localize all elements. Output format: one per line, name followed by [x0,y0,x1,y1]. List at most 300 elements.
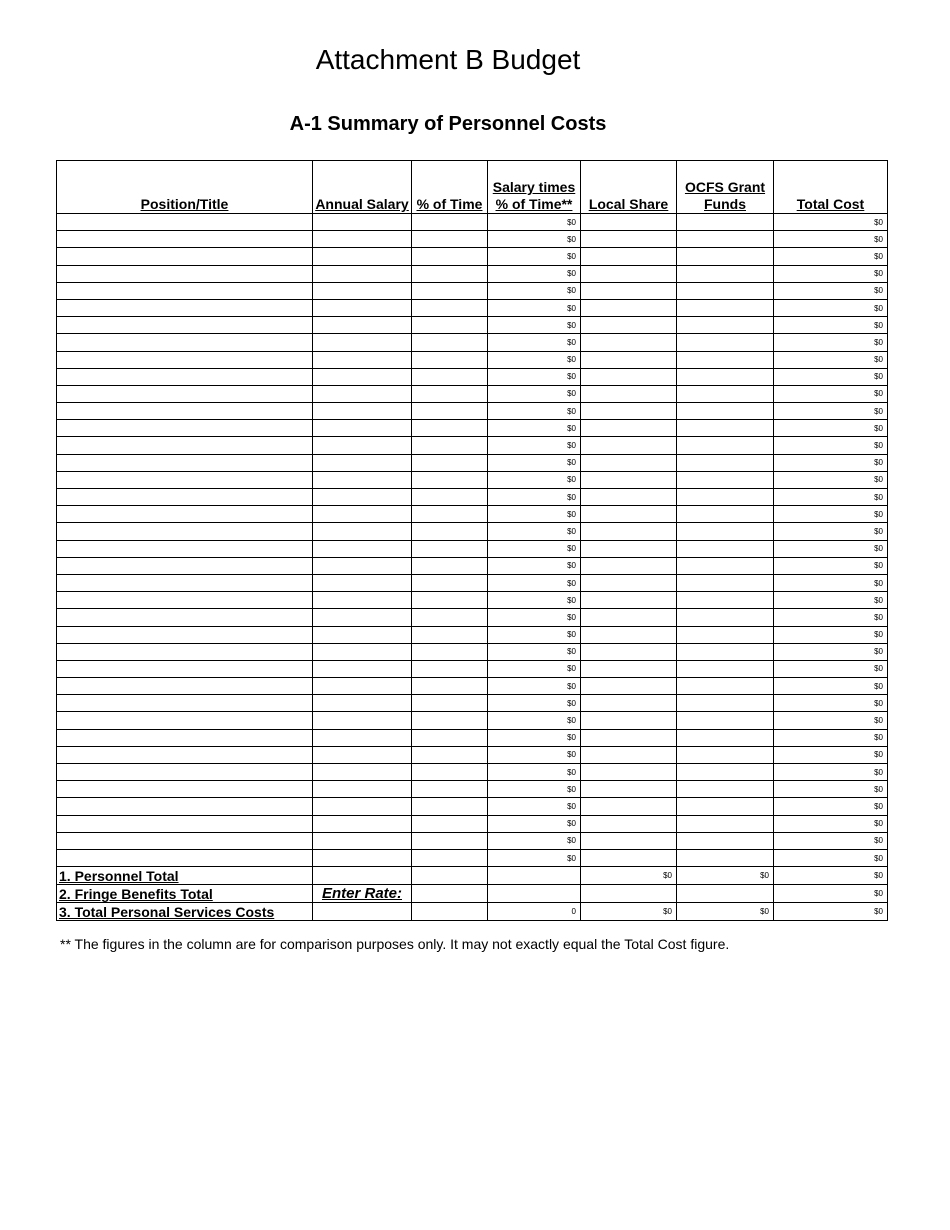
annual-salary-cell[interactable] [313,764,412,781]
annual-salary-cell[interactable] [313,695,412,712]
position-cell[interactable] [57,403,313,420]
local-share-cell[interactable] [581,781,677,798]
pct-time-cell[interactable] [412,746,488,763]
fringe-total-cost: $0 [774,885,888,903]
total-cost-cell: $0 [774,489,888,506]
pct-time-cell[interactable] [412,368,488,385]
ocfs-grant-cell[interactable] [677,282,774,299]
ocfs-grant-cell[interactable] [677,506,774,523]
ocfs-grant-cell[interactable] [677,540,774,557]
position-cell[interactable] [57,781,313,798]
fringe-ocfs-cell[interactable] [677,885,774,903]
ocfs-grant-cell[interactable] [677,574,774,591]
local-share-cell[interactable] [581,746,677,763]
salary-times-cell: $0 [488,403,581,420]
ocfs-grant-cell[interactable] [677,729,774,746]
annual-salary-cell[interactable] [313,523,412,540]
salary-times-cell: $0 [488,214,581,231]
annual-salary-cell[interactable] [313,746,412,763]
table-row [57,626,888,643]
table-row [57,574,888,591]
total-cost-cell: $0 [774,643,888,660]
position-cell[interactable] [57,798,313,815]
total-cost-cell: $0 [774,798,888,815]
annual-salary-cell[interactable] [313,454,412,471]
table-row [57,746,888,763]
annual-salary-cell[interactable] [313,351,412,368]
total-cost-cell: $0 [774,299,888,316]
position-cell[interactable] [57,695,313,712]
pct-time-cell[interactable] [412,557,488,574]
annual-salary-cell[interactable] [313,437,412,454]
ocfs-grant-cell[interactable] [677,454,774,471]
table-row [57,678,888,695]
ocfs-grant-cell[interactable] [677,299,774,316]
ocfs-grant-cell[interactable] [677,660,774,677]
local-share-cell[interactable] [581,678,677,695]
position-cell[interactable] [57,678,313,695]
pct-time-cell[interactable] [412,626,488,643]
table-row [57,351,888,368]
position-cell[interactable] [57,317,313,334]
table-row [57,781,888,798]
ocfs-grant-cell[interactable] [677,592,774,609]
position-cell[interactable] [57,729,313,746]
salary-times-cell: $0 [488,299,581,316]
table-row [57,437,888,454]
local-share-cell[interactable] [581,317,677,334]
table-row [57,712,888,729]
ocfs-grant-cell[interactable] [677,557,774,574]
position-cell[interactable] [57,523,313,540]
ocfs-grant-cell[interactable] [677,248,774,265]
local-share-cell[interactable] [581,832,677,849]
position-cell[interactable] [57,265,313,282]
personnel-costs-table [56,160,888,921]
pct-time-cell[interactable] [412,660,488,677]
pct-time-cell[interactable] [412,489,488,506]
salary-times-cell: $0 [488,506,581,523]
annual-salary-cell[interactable] [313,368,412,385]
table-row [57,764,888,781]
col-header-salary-times: Salary times % of Time** [488,161,581,214]
ocfs-grant-cell[interactable] [677,437,774,454]
ocfs-grant-cell[interactable] [677,798,774,815]
position-cell[interactable] [57,746,313,763]
local-share-cell[interactable] [581,523,677,540]
total-cost-cell: $0 [774,282,888,299]
table-row [57,265,888,282]
salary-times-cell: $0 [488,764,581,781]
total-cost-cell: $0 [774,609,888,626]
local-share-cell[interactable] [581,471,677,488]
personnel-total-pct-cell[interactable] [412,867,488,885]
ocfs-grant-cell[interactable] [677,317,774,334]
total-cost-cell: $0 [774,214,888,231]
pct-time-cell[interactable] [412,282,488,299]
local-share-cell[interactable] [581,798,677,815]
personnel-total-salary-times-cell[interactable] [488,867,581,885]
annual-salary-cell[interactable] [313,729,412,746]
annual-salary-cell[interactable] [313,849,412,866]
total-cost-cell: $0 [774,746,888,763]
local-share-cell[interactable] [581,695,677,712]
total-cost-cell: $0 [774,729,888,746]
ocfs-grant-cell[interactable] [677,231,774,248]
position-cell[interactable] [57,471,313,488]
annual-salary-cell[interactable] [313,643,412,660]
position-cell[interactable] [57,214,313,231]
total-cost-cell: $0 [774,540,888,557]
personnel-total-cost: $0 [774,867,888,885]
salary-times-cell: $0 [488,798,581,815]
table-row [57,368,888,385]
position-cell[interactable] [57,282,313,299]
table-row [57,317,888,334]
salary-times-cell: $0 [488,678,581,695]
pct-time-cell[interactable] [412,317,488,334]
annual-salary-cell[interactable] [313,540,412,557]
table-row [57,403,888,420]
position-cell[interactable] [57,420,313,437]
salary-times-cell: $0 [488,420,581,437]
local-share-cell[interactable] [581,764,677,781]
total-cost-cell: $0 [774,557,888,574]
ocfs-grant-cell[interactable] [677,351,774,368]
table-row [57,832,888,849]
salary-times-cell: $0 [488,729,581,746]
total-cost-cell: $0 [774,248,888,265]
salary-times-cell: $0 [488,454,581,471]
pct-time-cell[interactable] [412,798,488,815]
local-share-cell[interactable] [581,265,677,282]
col-header-ocfs-grant: OCFS Grant Funds [677,161,774,214]
personnel-total-salary-cell[interactable] [313,867,412,885]
personal-services-local-share: $0 [581,903,677,921]
pct-time-cell[interactable] [412,678,488,695]
total-cost-cell: $0 [774,265,888,282]
table-row [57,334,888,351]
local-share-cell[interactable] [581,574,677,591]
position-cell[interactable] [57,299,313,316]
personnel-total-row [57,867,888,885]
salary-times-cell: $0 [488,660,581,677]
annual-salary-cell[interactable] [313,557,412,574]
ocfs-grant-cell[interactable] [677,712,774,729]
position-cell[interactable] [57,574,313,591]
position-cell[interactable] [57,540,313,557]
table-row [57,592,888,609]
local-share-cell[interactable] [581,540,677,557]
local-share-cell[interactable] [581,849,677,866]
annual-salary-cell[interactable] [313,678,412,695]
table-row [57,248,888,265]
position-cell[interactable] [57,815,313,832]
pct-time-cell[interactable] [412,334,488,351]
pct-time-cell[interactable] [412,403,488,420]
total-cost-cell: $0 [774,832,888,849]
local-share-cell[interactable] [581,557,677,574]
annual-salary-cell[interactable] [313,317,412,334]
salary-times-cell: $0 [488,574,581,591]
table-row [57,695,888,712]
table-row [57,557,888,574]
annual-salary-cell[interactable] [313,231,412,248]
total-cost-cell: $0 [774,574,888,591]
position-cell[interactable] [57,764,313,781]
col-header-total-cost: Total Cost [774,161,888,214]
personal-services-salary-cell[interactable] [313,903,412,921]
annual-salary-cell[interactable] [313,265,412,282]
local-share-cell[interactable] [581,609,677,626]
personal-services-ocfs: $0 [677,903,774,921]
position-cell[interactable] [57,626,313,643]
salary-times-cell: $0 [488,849,581,866]
salary-times-cell: $0 [488,643,581,660]
pct-time-cell[interactable] [412,506,488,523]
local-share-cell[interactable] [581,506,677,523]
annual-salary-cell[interactable] [313,471,412,488]
annual-salary-cell[interactable] [313,609,412,626]
document-subtitle: A-1 Summary of Personnel Costs [289,113,607,135]
enter-rate-label: Enter Rate: [313,885,412,903]
document-title: Attachment B Budget [315,44,581,75]
pct-time-cell[interactable] [412,849,488,866]
position-cell[interactable] [57,231,313,248]
fringe-local-share-cell[interactable] [581,885,677,903]
position-cell[interactable] [57,609,313,626]
ocfs-grant-cell[interactable] [677,403,774,420]
annual-salary-cell[interactable] [313,299,412,316]
position-cell[interactable] [57,248,313,265]
position-cell[interactable] [57,368,313,385]
ocfs-grant-cell[interactable] [677,334,774,351]
position-cell[interactable] [57,506,313,523]
local-share-cell[interactable] [581,454,677,471]
annual-salary-cell[interactable] [313,334,412,351]
fringe-benefits-label: 2. Fringe Benefits Total [57,885,313,903]
position-cell[interactable] [57,351,313,368]
pct-time-cell[interactable] [412,265,488,282]
pct-time-cell[interactable] [412,592,488,609]
total-cost-cell: $0 [774,678,888,695]
local-share-cell[interactable] [581,815,677,832]
annual-salary-cell[interactable] [313,798,412,815]
local-share-cell[interactable] [581,489,677,506]
table-row [57,231,888,248]
salary-times-cell: $0 [488,815,581,832]
ocfs-grant-cell[interactable] [677,781,774,798]
ocfs-grant-cell[interactable] [677,420,774,437]
footnote: ** The figures in the column are for comparison purposes only. It may not exactly equal the Total Cost figure. [60,936,730,952]
annual-salary-cell[interactable] [313,712,412,729]
ocfs-grant-cell[interactable] [677,815,774,832]
total-cost-cell: $0 [774,351,888,368]
table-row [57,282,888,299]
total-cost-cell: $0 [774,420,888,437]
col-header-pct-time: % of Time [412,161,488,214]
table-row [57,299,888,316]
total-cost-cell: $0 [774,695,888,712]
ocfs-grant-cell[interactable] [677,368,774,385]
local-share-cell[interactable] [581,592,677,609]
annual-salary-cell[interactable] [313,626,412,643]
position-cell[interactable] [57,454,313,471]
annual-salary-cell[interactable] [313,660,412,677]
local-share-cell[interactable] [581,351,677,368]
personal-services-pct-cell[interactable] [412,903,488,921]
annual-salary-cell[interactable] [313,832,412,849]
table-row [57,660,888,677]
local-share-cell[interactable] [581,299,677,316]
pct-time-cell[interactable] [412,729,488,746]
annual-salary-cell[interactable] [313,403,412,420]
pct-time-cell[interactable] [412,454,488,471]
pct-time-cell[interactable] [412,214,488,231]
pct-time-cell[interactable] [412,299,488,316]
local-share-cell[interactable] [581,334,677,351]
table-row [57,849,888,866]
ocfs-grant-cell[interactable] [677,849,774,866]
annual-salary-cell[interactable] [313,781,412,798]
annual-salary-cell[interactable] [313,574,412,591]
local-share-cell[interactable] [581,282,677,299]
ocfs-grant-cell[interactable] [677,764,774,781]
pct-time-cell[interactable] [412,231,488,248]
table-row [57,729,888,746]
total-cost-cell: $0 [774,712,888,729]
pct-time-cell[interactable] [412,385,488,402]
pct-time-cell[interactable] [412,764,488,781]
local-share-cell[interactable] [581,368,677,385]
pct-time-cell[interactable] [412,437,488,454]
position-cell[interactable] [57,660,313,677]
fringe-salary-times-cell[interactable] [488,885,581,903]
local-share-cell[interactable] [581,437,677,454]
pct-time-cell[interactable] [412,832,488,849]
position-cell[interactable] [57,832,313,849]
ocfs-grant-cell[interactable] [677,695,774,712]
pct-time-cell[interactable] [412,471,488,488]
salary-times-cell: $0 [488,626,581,643]
ocfs-grant-cell[interactable] [677,609,774,626]
position-cell[interactable] [57,643,313,660]
annual-salary-cell[interactable] [313,506,412,523]
total-cost-cell: $0 [774,368,888,385]
pct-time-cell[interactable] [412,420,488,437]
total-cost-cell: $0 [774,471,888,488]
pct-time-cell[interactable] [412,712,488,729]
ocfs-grant-cell[interactable] [677,678,774,695]
annual-salary-cell[interactable] [313,592,412,609]
total-cost-cell: $0 [774,506,888,523]
ocfs-grant-cell[interactable] [677,214,774,231]
local-share-cell[interactable] [581,660,677,677]
personnel-total-local-share: $0 [581,867,677,885]
annual-salary-cell[interactable] [313,815,412,832]
pct-time-cell[interactable] [412,609,488,626]
annual-salary-cell[interactable] [313,420,412,437]
annual-salary-cell[interactable] [313,489,412,506]
personal-services-row [57,903,888,921]
pct-time-cell[interactable] [412,523,488,540]
total-cost-cell: $0 [774,317,888,334]
table-row [57,489,888,506]
pct-time-cell[interactable] [412,781,488,798]
col-header-position: Position/Title [57,161,313,214]
salary-times-cell: $0 [488,781,581,798]
personal-services-label: 3. Total Personal Services Costs [57,903,313,921]
total-cost-cell: $0 [774,437,888,454]
ocfs-grant-cell[interactable] [677,626,774,643]
annual-salary-cell[interactable] [313,282,412,299]
total-cost-cell: $0 [774,781,888,798]
annual-salary-cell[interactable] [313,248,412,265]
position-cell[interactable] [57,489,313,506]
ocfs-grant-cell[interactable] [677,489,774,506]
local-share-cell[interactable] [581,729,677,746]
position-cell[interactable] [57,385,313,402]
local-share-cell[interactable] [581,385,677,402]
pct-time-cell[interactable] [412,643,488,660]
local-share-cell[interactable] [581,626,677,643]
local-share-cell[interactable] [581,248,677,265]
annual-salary-cell[interactable] [313,385,412,402]
fringe-benefits-row [57,885,888,903]
ocfs-grant-cell[interactable] [677,832,774,849]
position-cell[interactable] [57,557,313,574]
table-row [57,815,888,832]
local-share-cell[interactable] [581,214,677,231]
table-row [57,471,888,488]
ocfs-grant-cell[interactable] [677,385,774,402]
pct-time-cell[interactable] [412,815,488,832]
pct-time-cell[interactable] [412,695,488,712]
position-cell[interactable] [57,334,313,351]
header-row [57,161,888,214]
personal-services-total-cost: $0 [774,903,888,921]
local-share-cell[interactable] [581,712,677,729]
local-share-cell[interactable] [581,231,677,248]
fringe-rate-input[interactable] [412,885,488,903]
pct-time-cell[interactable] [412,574,488,591]
salary-times-cell: $0 [488,471,581,488]
ocfs-grant-cell[interactable] [677,265,774,282]
personnel-total-label: 1. Personnel Total [57,867,313,885]
pct-time-cell[interactable] [412,540,488,557]
position-cell[interactable] [57,592,313,609]
pct-time-cell[interactable] [412,351,488,368]
total-cost-cell: $0 [774,815,888,832]
position-cell[interactable] [57,712,313,729]
local-share-cell[interactable] [581,643,677,660]
table-row [57,214,888,231]
ocfs-grant-cell[interactable] [677,643,774,660]
local-share-cell[interactable] [581,420,677,437]
salary-times-cell: $0 [488,248,581,265]
ocfs-grant-cell[interactable] [677,746,774,763]
local-share-cell[interactable] [581,403,677,420]
table-row [57,643,888,660]
pct-time-cell[interactable] [412,248,488,265]
ocfs-grant-cell[interactable] [677,471,774,488]
position-cell[interactable] [57,849,313,866]
total-cost-cell: $0 [774,626,888,643]
ocfs-grant-cell[interactable] [677,523,774,540]
position-cell[interactable] [57,437,313,454]
annual-salary-cell[interactable] [313,214,412,231]
salary-times-cell: $0 [488,265,581,282]
